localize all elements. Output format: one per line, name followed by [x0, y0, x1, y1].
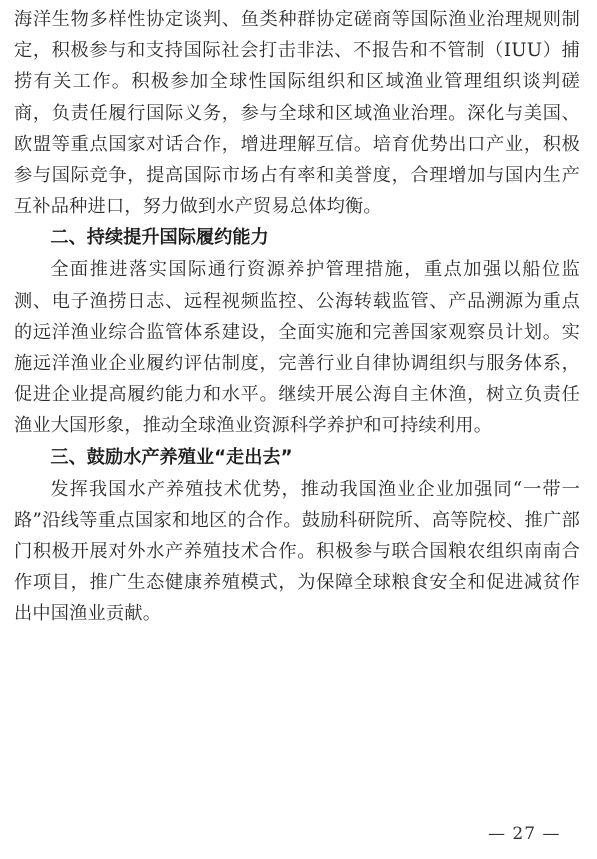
- paragraph-section-3: 发挥我国水产养殖技术优势，推动我国渔业企业加强同“一带一路”沿线等重点国家和地区的合作。鼓励科研院所、高等院校、推广部门积极开展对外水产养殖技术合作。积极参与联合国粮农组织南南合作项目，推广生态健康养殖模式，为保障全球粮食安全和促进减贫作出中国渔业贡献。: [14, 478, 580, 625]
- page-number: — 27 —: [488, 824, 561, 844]
- paragraph-continued: 海洋生物多样性协定谈判、鱼类种群协定磋商等国际渔业治理规则制定，积极参与和支持国际社会打击非法、不报告和不管制（IUU）捕捞有关工作。积极参加全球性国际组织和区域渔业管理组织谈判磋商，负责任履行国际义务，参与全球和区域渔业治理。深化与美国、欧盟等重点国家对话合作，增进理解互信。培育优势出口产业，积极参与国际竞争，提高国际市场占有率和美誉度，合理增加与国内生产互补品种进口，努力做到水产贸易总体均衡。: [14, 9, 580, 218]
- document-page: [14, 4, 580, 630]
- section-heading-3: 三、鼓励水产养殖业“走出去”: [50, 446, 293, 468]
- paragraph-section-2: 全面推进落实国际通行资源养护管理措施，重点加强以船位监测、电子渔捞日志、远程视频监控、公海转载监管、产品溯源为重点的远洋渔业综合监管体系建设，全面实施和完善国家观察员计划。实施远洋渔业企业履约评估制度，完善行业自律协调组织与服务体系，促进企业提高履约能力和水平。继续开展公海自主休渔，树立负责任渔业大国形象，推动全球渔业资源科学养护和可持续利用。: [14, 259, 580, 437]
- section-heading-2: 二、持续提升国际履约能力: [50, 227, 269, 249]
